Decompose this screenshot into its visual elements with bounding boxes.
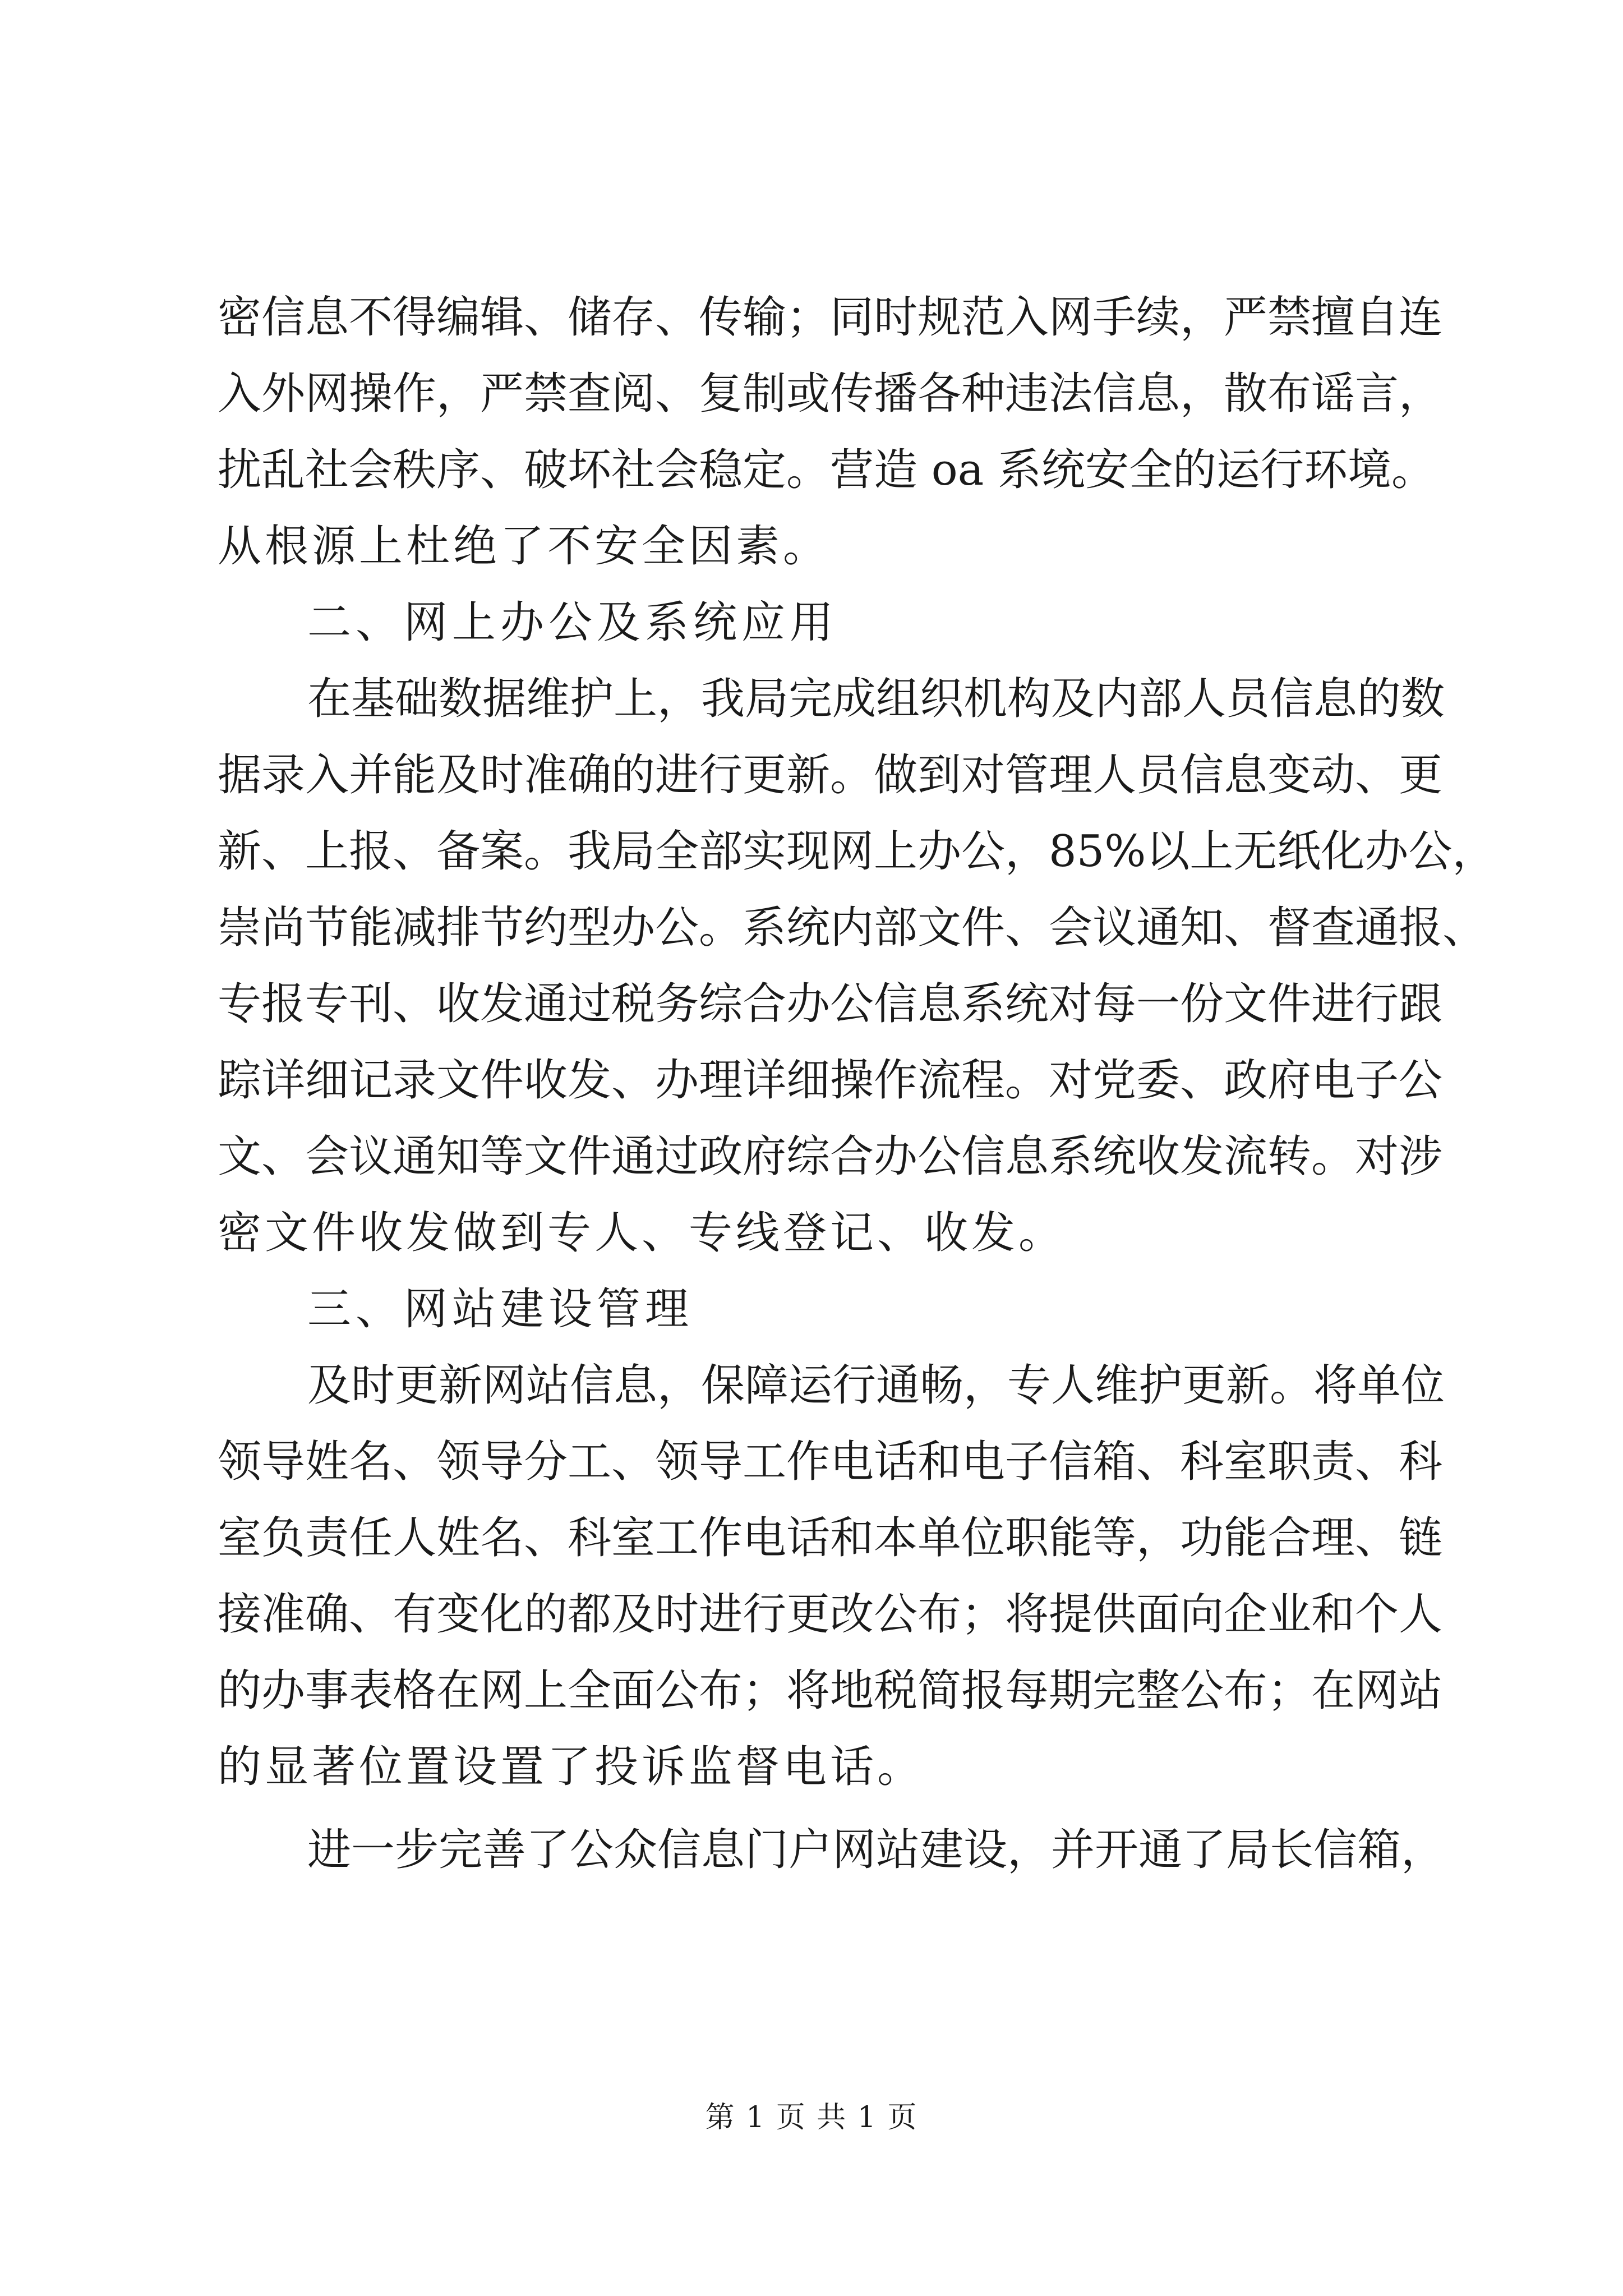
document-body [218, 279, 1496, 1895]
text-line: 的办事表格在网上全面公布；将地税简报每期完整公布；在网站 [218, 1665, 1443, 1716]
text-line: 文、会议通知等文件通过政府综合办公信息系统收发流转。对涉 [218, 1131, 1443, 1182]
text-line: 密文件收发做到专人、专线登记、收发。 [218, 1208, 1066, 1258]
text-line: 崇尚节能减排节约型办公。系统内部文件、会议通知、督查通报、 [218, 903, 1487, 953]
section-heading: 三、网站建设管理 [307, 1284, 694, 1335]
page-footer: 第 1 页 共 1 页 [705, 2101, 918, 2134]
text-line: 据录入并能及时准确的进行更新。做到对管理人员信息变动、更 [218, 750, 1443, 800]
text-line: 室负责任人姓名、科室工作电话和本单位职能等，功能合理、链 [218, 1513, 1443, 1563]
section-heading: 二、网上办公及系统应用 [307, 597, 838, 648]
text-line: 扰乱社会秩序、破坏社会稳定。营造 oa 系统安全的运行环境。 [218, 445, 1436, 495]
text-line: 的显著位置设置了投诉监督电话。 [218, 1742, 925, 1792]
text-line: 专报专刊、收发通过税务综合办公信息系统对每一份文件进行跟 [218, 979, 1443, 1029]
text-line: 从根源上杜绝了不安全因素。 [218, 521, 831, 572]
text-line: 新、上报、备案。我局全部实现网上办公，85%以上无纸化办公， [218, 826, 1496, 877]
text-line: 入外网操作，严禁查阅、复制或传播各种违法信息，散布谣言， [218, 369, 1443, 419]
text-line: 在基础数据维护上，我局完成组织机构及内部人员信息的数 [307, 674, 1445, 724]
text-line: 进一步完善了公众信息门户网站建设，并开通了局长信箱， [307, 1825, 1445, 1875]
text-line: 踪详细记录文件收发、办理详细操作流程。对党委、政府电子公 [218, 1055, 1443, 1106]
text-line: 接准确、有变化的都及时进行更改公布；将提供面向企业和个人 [218, 1589, 1443, 1640]
text-line: 及时更新网站信息，保障运行通畅，专人维护更新。将单位 [307, 1360, 1445, 1411]
text-line: 密信息不得编辑、储存、传输；同时规范入网手续，严禁擅自连 [218, 292, 1443, 343]
text-line: 领导姓名、领导分工、领导工作电话和电子信箱、科室职责、科 [218, 1437, 1443, 1487]
